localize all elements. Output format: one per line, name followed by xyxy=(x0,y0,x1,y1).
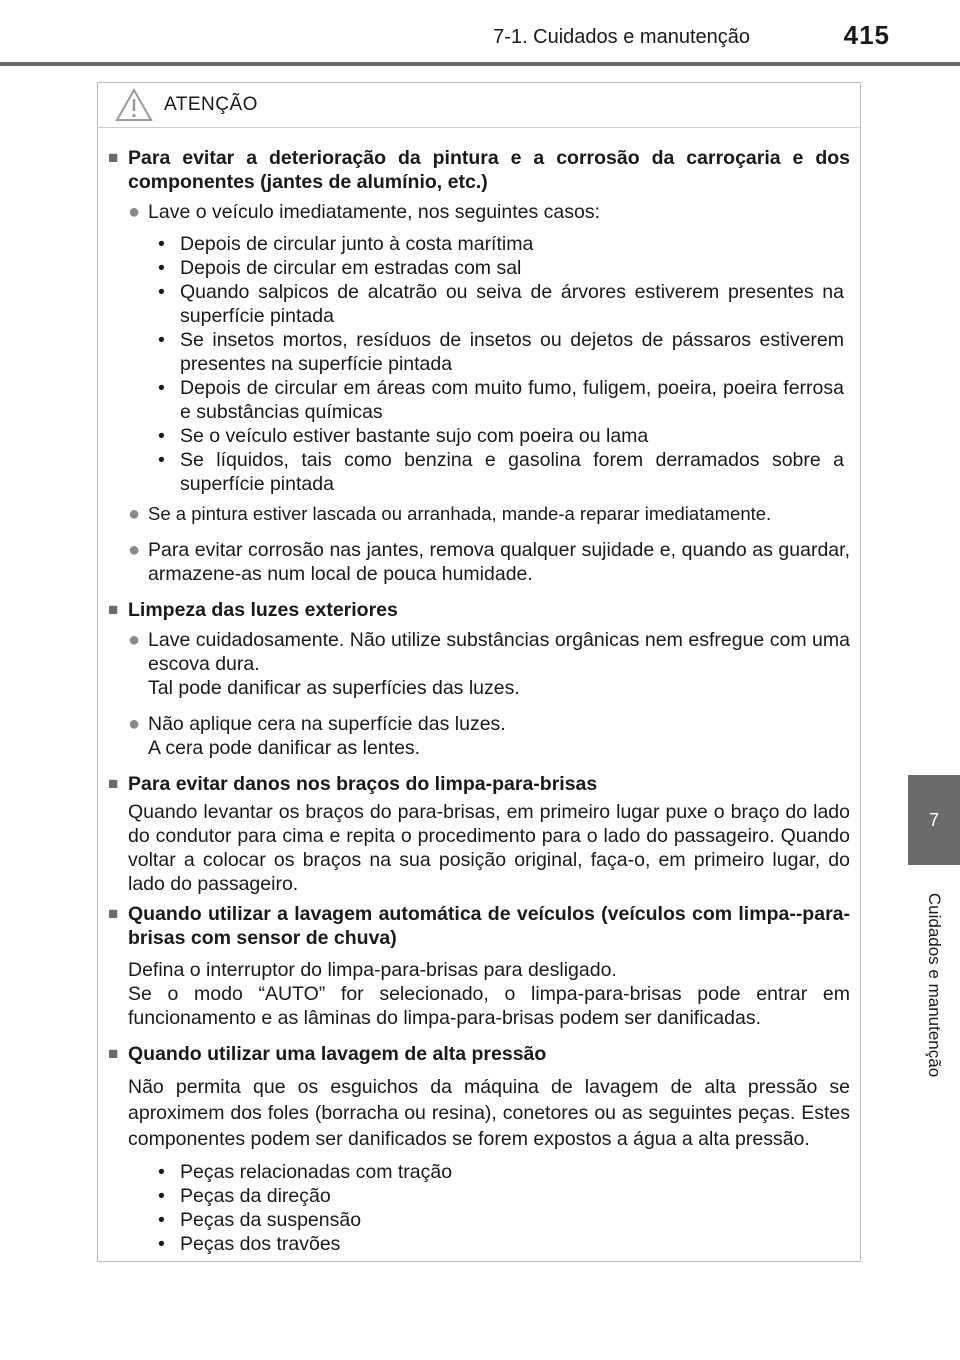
sub-item: • Peças relacionadas com tração xyxy=(108,1160,850,1184)
sub-item: • Se o veículo estiver bastante sujo com poeira ou lama xyxy=(108,424,850,448)
section-high-pressure xyxy=(108,1042,850,1066)
square-bullet-icon: ■ xyxy=(108,774,119,793)
item-text xyxy=(148,628,850,700)
circle-bullet-icon: ● xyxy=(128,201,141,223)
list-item xyxy=(108,538,850,586)
paragraph-line: Defina o interruptor do limpa-para-brisas para desligado. xyxy=(128,959,617,981)
sub-item-text: Se insetos mortos, resíduos de insetos ou dejetos de pássaros estiverem presentes na superfície pintada xyxy=(180,329,844,375)
section-paint xyxy=(108,146,850,194)
sub-item-text: Se o veículo estiver bastante sujo com poeira ou lama xyxy=(180,425,649,447)
section-title: Quando utilizar uma lavagem de alta pressão xyxy=(128,1043,547,1065)
chapter-label: Cuidados e manutenção xyxy=(925,892,945,1078)
list-item xyxy=(108,712,850,760)
item-text: Se a pintura estiver lascada ou arranhada, mande-a reparar imediatamente. xyxy=(148,503,772,524)
section-title: Para evitar a deterioração da pintura e a corrosão da carroçaria e dos componentes (jantes de alumínio, etc.) xyxy=(128,147,850,193)
sub-item-text: Depois de circular em áreas com muito fumo, fuligem, poeira, poeira ferrosa e substâncias químicas xyxy=(180,377,844,423)
square-bullet-icon: ■ xyxy=(108,1044,119,1063)
section-car-wash xyxy=(108,902,850,950)
sub-item: • Se líquidos, tais como benzina e gasolina forem derramados sobre a superfície pintada xyxy=(158,449,844,495)
section-paragraph: Não permita que os esguichos da máquina de lavagem de alta pressão se aproximem dos foles (borracha ou resina), conetores ou as seguintes peças. Estes componentes podem ser danificados se forem expostos a água a alta pressão. xyxy=(128,1076,850,1150)
item-text-line: Tal pode danificar as superfícies das luzes. xyxy=(148,677,520,699)
sub-item: • Depois de circular junto à costa marítima xyxy=(108,232,850,256)
item-text-line: Lave cuidadosamente. Não utilize substâncias orgânicas nem esfregue com uma escova dura. xyxy=(148,629,850,675)
square-bullet-icon: ■ xyxy=(108,148,119,167)
sub-item-text: Se líquidos, tais como benzina e gasolina forem derramados sobre a superfície pintada xyxy=(180,449,844,495)
warning-header xyxy=(98,83,860,128)
page-number: 415 xyxy=(843,20,890,50)
paragraph-line: Se o modo “AUTO” for selecionado, o limpa-para-brisas pode entrar em funcionamento e as lâminas do limpa-para-brisas podem ser danificadas. xyxy=(128,983,850,1029)
section-lights xyxy=(108,598,850,622)
square-bullet-icon: ■ xyxy=(108,904,119,923)
circle-bullet-icon: ● xyxy=(128,503,141,525)
chapter-side-label xyxy=(908,875,960,1095)
warning-triangle-icon xyxy=(114,87,154,123)
item-text-line: Não aplique cera na superfície das luzes. xyxy=(148,713,506,735)
sub-item-text: Depois de circular em estradas com sal xyxy=(180,257,522,279)
sub-item: • Depois de circular em estradas com sal xyxy=(108,256,850,280)
sub-item: • Depois de circular em áreas com muito fumo, fuligem, poeira, poeira ferrosa e substâncias químicas xyxy=(158,377,844,423)
section-paragraph: Quando levantar os braços do para-brisas, em primeiro lugar puxe o braço do lado do condutor para cima e repita o procedimento para o lado do passageiro. Quando voltar a colocar os braços na sua posição original, faça-o, em primeiro lugar, do lado do passageiro. xyxy=(128,801,850,895)
item-text-line: A cera pode danificar as lentes. xyxy=(148,737,421,759)
chapter-tab xyxy=(908,775,960,865)
sub-item-text: Depois de circular junto à costa marítima xyxy=(180,233,534,255)
list-item xyxy=(108,628,850,700)
item-text: Lave o veículo imediatamente, nos seguintes casos: xyxy=(148,201,601,223)
warning-body xyxy=(98,128,860,1256)
list-item xyxy=(108,200,850,224)
list-item xyxy=(108,502,850,526)
sub-item: • Peças dos travões xyxy=(108,1232,850,1256)
sub-item: • Peças da direção xyxy=(108,1184,850,1208)
sub-item-text: Peças relacionadas com tração xyxy=(180,1161,453,1183)
square-bullet-icon: ■ xyxy=(108,600,119,619)
section-title: Limpeza das luzes exteriores xyxy=(128,599,398,621)
circle-bullet-icon: ● xyxy=(128,539,141,561)
sub-item-text: Peças da direção xyxy=(180,1185,331,1207)
header-section-title: 7-1. Cuidados e manutenção xyxy=(493,26,750,48)
warning-title: ATENÇÃO xyxy=(164,94,258,115)
warning-box xyxy=(97,82,861,1262)
sub-item: • Se insetos mortos, resíduos de insetos ou dejetos de pássaros estiverem presentes na superfície pintada xyxy=(158,329,844,375)
section-title: Para evitar danos nos braços do limpa-para-brisas xyxy=(128,773,598,795)
section-wiper-arms xyxy=(108,772,850,796)
chapter-number: 7 xyxy=(928,809,939,830)
item-text: Para evitar corrosão nas jantes, remova qualquer sujidade e, quando as guardar, armazene-as num local de pouca humidade. xyxy=(148,539,850,585)
sub-item-text: Peças da suspensão xyxy=(180,1209,362,1231)
circle-bullet-icon: ● xyxy=(128,629,141,651)
sub-item: • Peças da suspensão xyxy=(108,1208,850,1232)
sub-item: • Quando salpicos de alcatrão ou seiva de árvores estiverem presentes na superfície pintada xyxy=(158,281,844,327)
header-rule xyxy=(0,62,960,66)
sub-item-text: Quando salpicos de alcatrão ou seiva de árvores estiverem presentes na superfície pintada xyxy=(180,281,844,327)
section-title: Quando utilizar a lavagem automática de veículos (veículos com limpa--para-brisas com sensor de chuva) xyxy=(128,903,850,949)
sub-item-text: Peças dos travões xyxy=(180,1233,341,1255)
item-text xyxy=(148,712,850,760)
circle-bullet-icon: ● xyxy=(128,713,141,735)
section-paragraph xyxy=(108,958,850,1030)
